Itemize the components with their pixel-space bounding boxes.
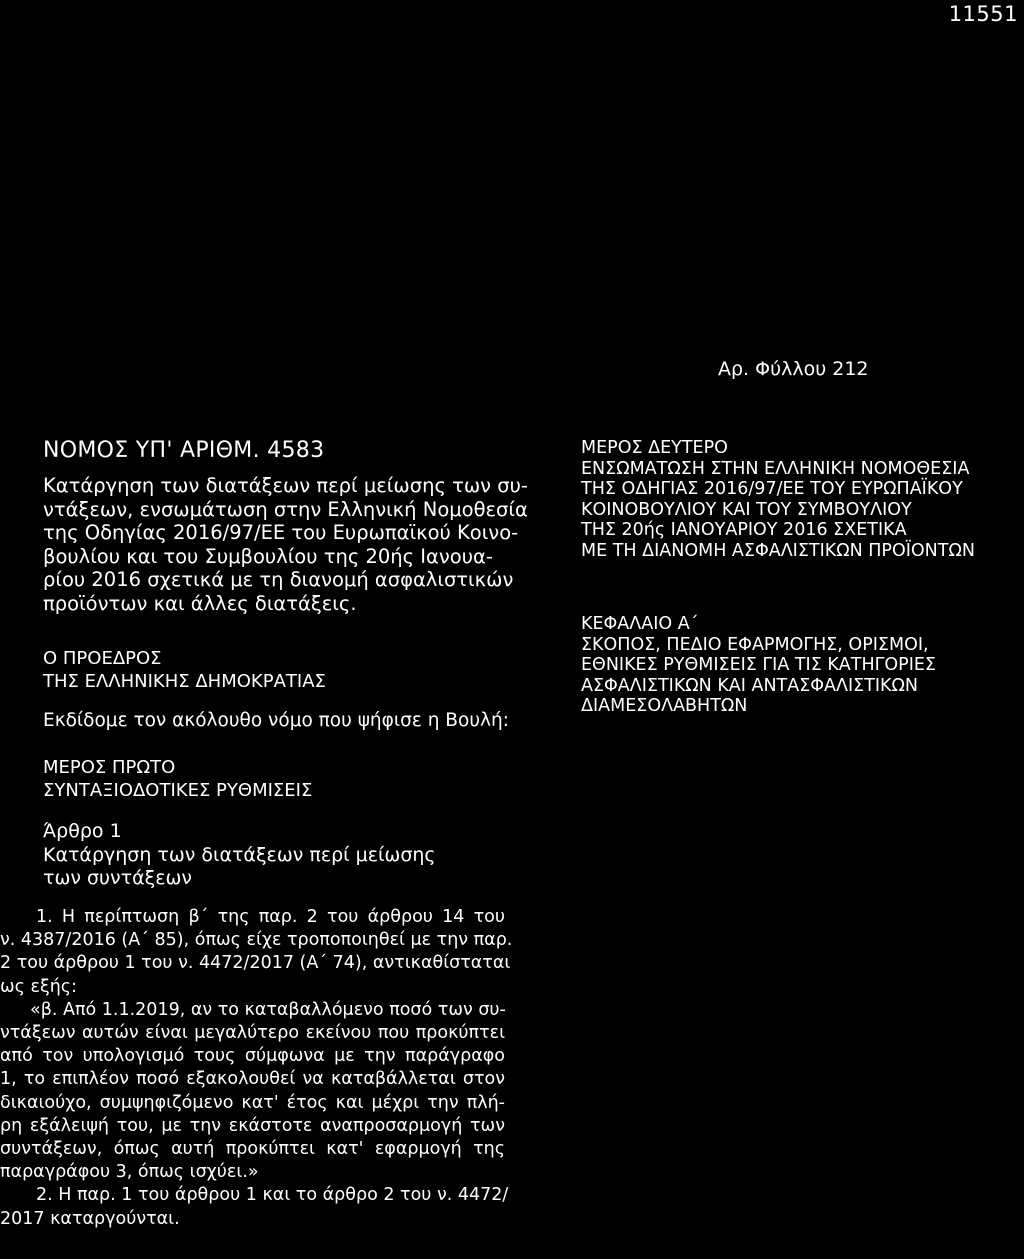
- body-line: 2. Η παρ. 1 του άρθρου 1 και το άρθρο 2 του ν. 4472/: [36, 1185, 509, 1206]
- chapter-a-heading: [581, 614, 1021, 717]
- chapter-a-line: ΕΘΝΙΚΕΣ ΡΥΘΜΙΣΕΙΣ ΓΙΑ ΤΙΣ ΚΑΤΗΓΟΡΙΕΣ: [581, 655, 936, 675]
- body-line: από τον υπολογισμό τους σύμφωνα με την παράγραφο: [0, 1046, 505, 1067]
- president-heading: [43, 647, 326, 693]
- part-one-heading: [43, 756, 312, 802]
- chapter-a-line: ΣΚΟΠΟΣ, ΠΕΔΙΟ ΕΦΑΡΜΟΓΗΣ, ΟΡΙΣΜΟΙ,: [581, 634, 929, 655]
- article-1-heading: [43, 820, 436, 891]
- body-line: ως εξής:: [0, 976, 77, 997]
- chapter-a-line: ΚΕΦΑΛΑΙΟ Α΄: [581, 614, 699, 634]
- law-subject-line: Κατάργηση των διατάξεων περί μείωσης των συ-: [43, 474, 528, 497]
- article-1-body: [0, 906, 513, 1231]
- part-two-line: ΕΝΣΩΜΑΤΩΣΗ ΣΤΗΝ ΕΛΛΗΝΙΚΗ ΝΟΜΟΘΕΣΙΑ: [581, 458, 970, 479]
- issue-number: Αρ. Φύλλου 212: [718, 358, 869, 380]
- body-line: δικαιούχο, συμψηφιζόμενο κατ' έτος και μέχρι την πλή-: [0, 1092, 505, 1113]
- law-subject: [43, 474, 528, 615]
- law-subject-line: ντάξεων, ενσωμάτωση στην Ελληνική Νομοθεσία: [43, 497, 528, 521]
- body-line: «β. Από 1.1.2019, αν το καταβαλλόμενο ποσό των συ-: [30, 999, 506, 1020]
- law-subject-line: βουλίου και του Συμβουλίου της 20ής Ιανουα-: [43, 544, 493, 568]
- body-line: 1, το επιπλέον ποσό εξακολουθεί να καταβάλλεται στον: [0, 1069, 505, 1090]
- law-title: ΝΟΜΟΣ ΥΠ' ΑΡΙΘΜ. 4583: [43, 438, 325, 463]
- body-line: 2017 καταργούνται.: [0, 1208, 180, 1229]
- part-one-line: ΜΕΡΟΣ ΠΡΩΤΟ: [43, 757, 176, 778]
- part-two-line: ΤΗΣ ΟΔΗΓΙΑΣ 2016/97/ΕΕ ΤΟΥ ΕΥΡΩΠΑΪΚΟΥ: [581, 479, 963, 499]
- part-two-line: ΚΟΙΝΟΒΟΥΛΙΟΥ ΚΑΙ ΤΟΥ ΣΥΜΒΟΥΛΙΟΥ: [581, 499, 912, 520]
- law-subject-line: της Οδηγίας 2016/97/ΕΕ του Ευρωπαϊκού Κοινο-: [43, 521, 519, 544]
- chapter-a-line: ΔΙΑΜΕΣΟΛΑΒΗΤΩΝ: [581, 696, 748, 716]
- part-two-heading: [581, 438, 1021, 561]
- president-line: Ο ΠΡΟΕΔΡΟΣ: [43, 648, 162, 669]
- enactment-clause: Εκδίδομε τον ακόλουθο νόμο που ψήφισε η Βουλή:: [43, 710, 509, 731]
- chapter-a-line: ΑΣΦΑΛΙΣΤΙΚΩΝ ΚΑΙ ΑΝΤΑΣΦΑΛΙΣΤΙΚΩΝ: [581, 675, 918, 696]
- body-line: συντάξεων, όπως αυτή προκύπτει κατ' εφαρμογή της: [0, 1139, 505, 1160]
- law-subject-line: ρίου 2016 σχετικά με τη διανομή ασφαλιστικών: [43, 568, 514, 591]
- part-two-line: ΜΕΡΟΣ ΔΕΥΤΕΡΟ: [581, 438, 728, 458]
- body-line: ντάξεων αυτών είναι μεγαλύτερο εκείνου που προκύπτει: [0, 1023, 505, 1044]
- body-line: παραγράφου 3, όπως ισχύει.»: [0, 1162, 259, 1183]
- part-two-line: ΜΕ ΤΗ ΔΙΑΝΟΜΗ ΑΣΦΑΛΙΣΤΙΚΩΝ ΠΡΟΪΟΝΤΩΝ: [581, 540, 975, 561]
- part-two-line: ΤΗΣ 20ής ΙΑΝΟΥΑΡΙΟΥ 2016 ΣΧΕΤΙΚΑ: [581, 520, 907, 540]
- body-line: 2 του άρθρου 1 του ν. 4472/2017 (Α΄ 74), αντικαθίσταται: [0, 953, 511, 974]
- article-heading-line: Κατάργηση των διατάξεων περί μείωσης: [43, 843, 436, 866]
- president-line: ΤΗΣ ΕΛΛΗΝΙΚΗΣ ΔΗΜΟΚΡΑΤΙΑΣ: [43, 671, 326, 692]
- part-one-line: ΣΥΝΤΑΞΙΟΔΟΤΙΚΕΣ ΡΥΘΜΙΣΕΙΣ: [43, 780, 313, 801]
- body-line: ρη εξάλειψή του, με την εκάστοτε αναπροσαρμογή των: [0, 1115, 505, 1136]
- law-subject-line: προϊόντων και άλλες διατάξεις.: [43, 591, 357, 615]
- page-number: 11551: [948, 2, 1018, 26]
- body-line: ν. 4387/2016 (Α΄ 85), όπως είχε τροποποιηθεί με την παρ.: [0, 930, 513, 951]
- article-heading-line: των συντάξεων: [43, 867, 193, 889]
- body-line: 1. Η περίπτωση β΄ της παρ. 2 του άρθρου 14 του: [36, 907, 505, 927]
- article-heading-line: Άρθρο 1: [43, 820, 122, 842]
